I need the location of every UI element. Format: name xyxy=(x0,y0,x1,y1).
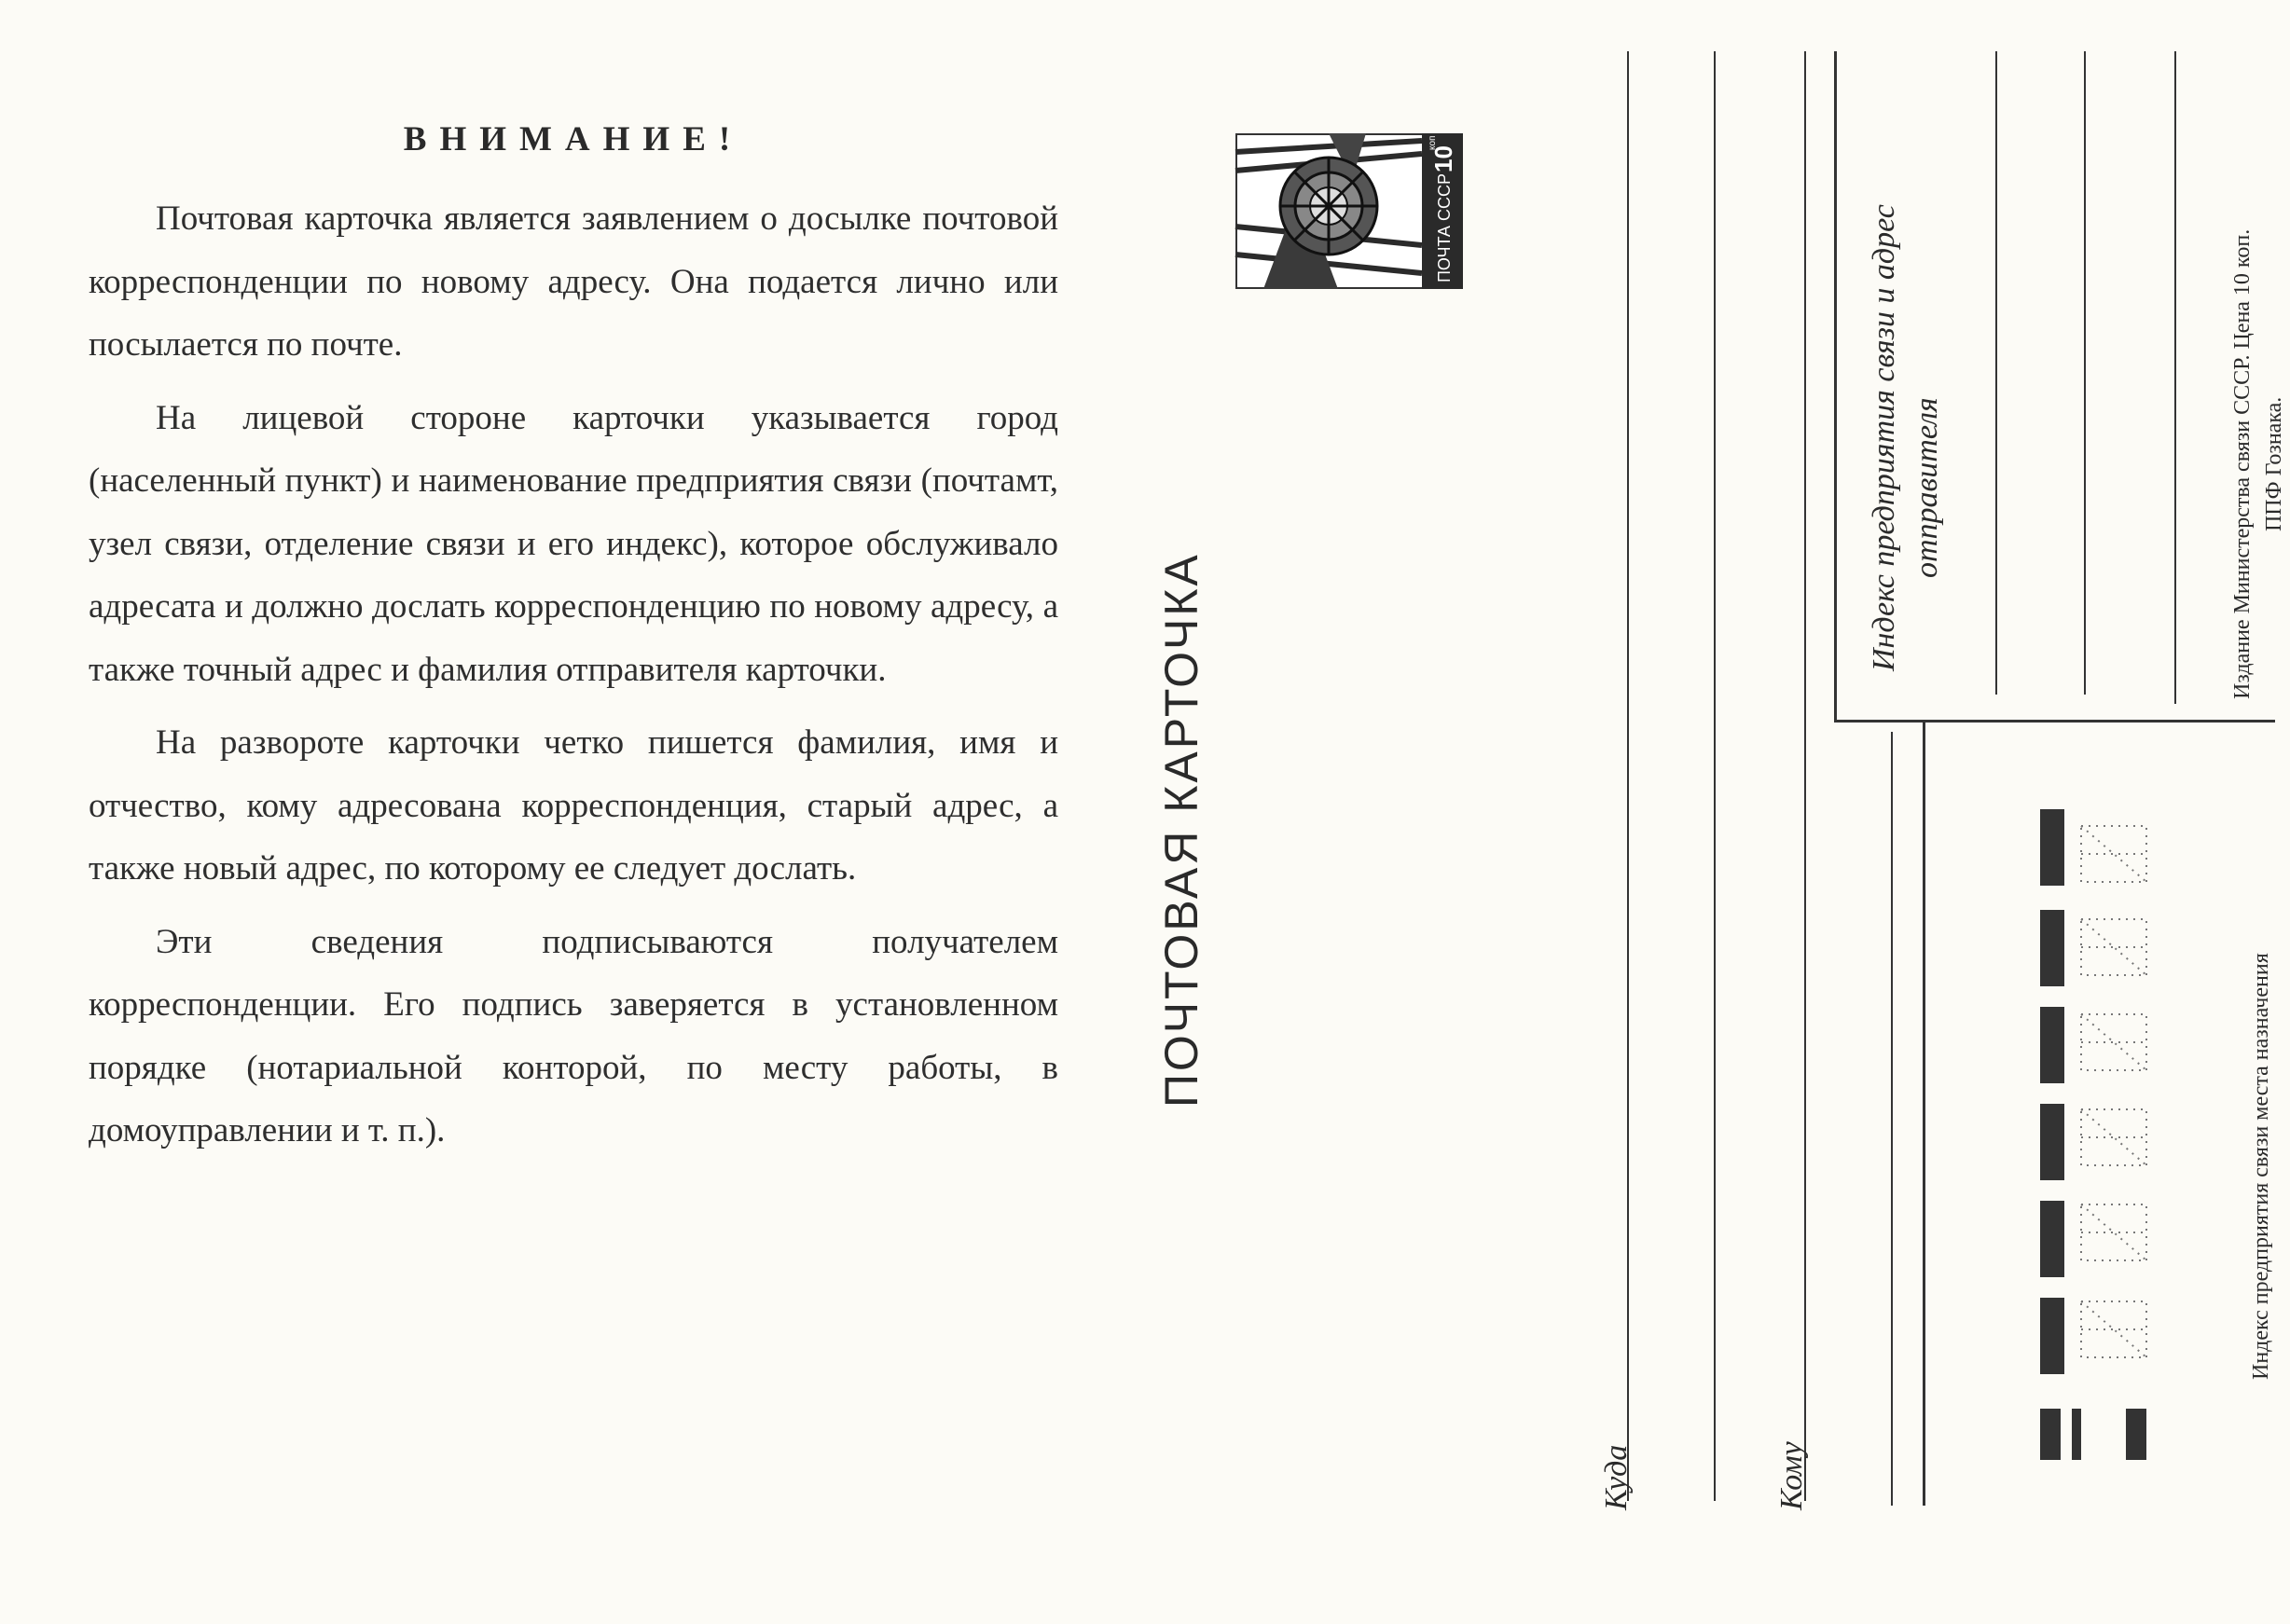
kuda-label: Куда xyxy=(1599,1444,1634,1510)
address-divider xyxy=(1923,723,1925,1506)
index-marker xyxy=(2040,1007,2064,1083)
index-marker xyxy=(2126,1409,2146,1460)
sender-box-bottom xyxy=(1834,720,2275,723)
sender-line-3 xyxy=(2174,51,2176,704)
card-title: ПОЧТОВАЯ КАРТОЧКА xyxy=(1155,552,1207,1108)
destination-index-label: Индекс предприятия связи места назначения xyxy=(2249,953,2273,1380)
notice-paragraph: Почтовая карточка является заявлением о досылке почтовой корреспонденции по новому адресу. Она подается лично или посылается по почте. xyxy=(89,200,1058,364)
stamp-unit: коп xyxy=(1428,135,1438,150)
index-marker xyxy=(2040,1409,2061,1460)
postal-index-grid xyxy=(2033,809,2200,1462)
index-marker xyxy=(2040,910,2064,986)
notice-paragraph: Эти сведения подписываются получателем корреспонденции. Его подпись заверяется в установленном порядке (нотариальной конторой, по месту работы, в домоуправлении и т. п.). xyxy=(89,922,1058,1149)
komu-label: Кому xyxy=(1774,1441,1809,1510)
index-marker xyxy=(2040,1201,2064,1277)
stamp-country: ПОЧТА СССР xyxy=(1435,173,1454,282)
notice-panel xyxy=(89,119,1058,1173)
notice-paragraph: На развороте карточки четко пишется фамилия, имя и отчество, кому адресована корреспонденция, старый адрес, а также новый адрес, по которому ее следует дослать. xyxy=(89,723,1058,888)
kuda-line-1 xyxy=(1627,51,1629,1501)
notice-paragraph: На лицевой стороне карточки указывается город (населенный пункт) и наименование предприятия связи (почтамт, узел связи, отделение связи и его индекс), которое обслуживало адресата и должно дослать корреспонденцию по новому адресу, а также точный адрес и фамилия отправителя карточки. xyxy=(89,398,1058,689)
sender-line-1 xyxy=(1995,51,1997,695)
komu-line-1 xyxy=(1804,51,1806,1501)
sender-line-2 xyxy=(2084,51,2086,695)
komu-line-2 xyxy=(1891,732,1893,1506)
order-medal-icon xyxy=(1235,133,1463,289)
index-marker xyxy=(2040,1298,2064,1374)
postage-stamp xyxy=(1235,133,1463,289)
publisher-label: Издание Министерства связи СССР. Цена 10 коп. ППФ Гознака. xyxy=(2230,228,2286,699)
kuda-line-2 xyxy=(1714,51,1716,1501)
index-marker xyxy=(2040,1104,2064,1180)
notice-title: ВНИМАНИЕ! xyxy=(403,120,744,158)
sender-index-label: Индекс предприятия связи и адрес отправителя xyxy=(1867,204,1944,671)
index-marker xyxy=(2040,809,2064,886)
stamp-value: 10 xyxy=(1429,145,1457,172)
sender-box-left xyxy=(1834,51,1837,723)
index-marker xyxy=(2072,1409,2081,1460)
